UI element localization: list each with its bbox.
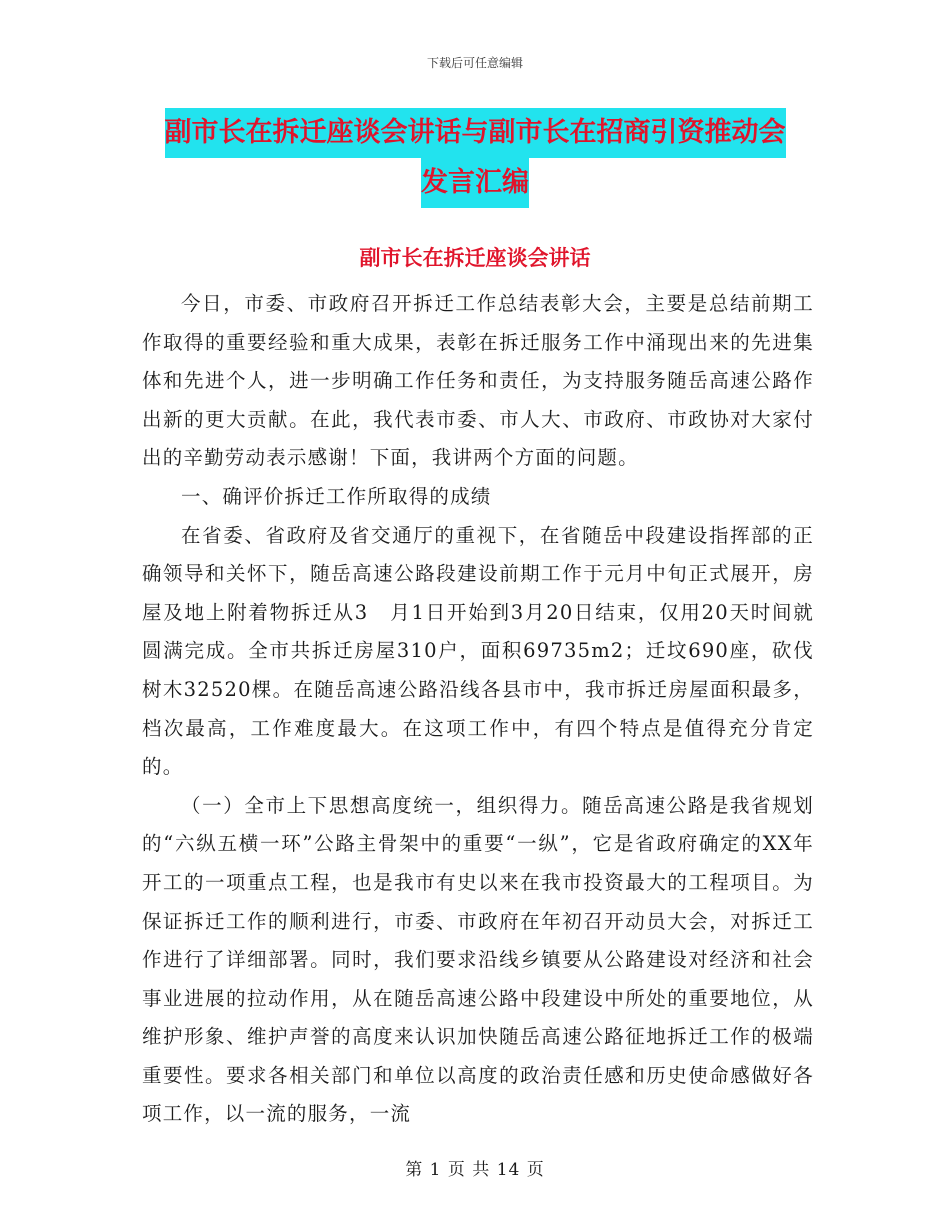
paragraph: 一、确评价拆迁工作所取得的成绩 [181, 484, 492, 508]
paragraph: （一）全市上下思想高度统一，组织得力。随岳高速公路是我省规划的“六纵五横一环”公路主骨架中的重要“一纵”，它是省政府确定的XX年开工的一项重点工程，也是我市有史以来在我市投资最大的工程项目。为保证拆迁工作的顺利进行，市委、市政府在年初召开动员大会，对拆迁工作进行了详细部署。同时，我们要求沿线乡镇要从公路建设对经济和社会事业进展的拉动作用，从在随岳高速公路中段建设中所处的重要地位，从维护形象、维护声誉的高度来认识加快随岳高速公路征地拆迁工作的极端重要性。要求各相关部门和单位以高度的政治责任感和历史使命感做好各项工作，以一流的服务，一流 [142, 793, 814, 1126]
section-title: 副市长在拆迁座谈会讲话 [359, 246, 591, 270]
document-body [142, 285, 814, 1134]
page-footer: 第 1 页 共 14 页 [405, 1160, 545, 1180]
page-header-note: 下载后可任意编辑 [426, 56, 523, 70]
document-title-line-1: 副市长在拆迁座谈会讲话与副市长在招商引资推动会 [165, 108, 786, 158]
document-title-line-2: 发言汇编 [421, 158, 529, 208]
paragraph: 今日，市委、市政府召开拆迁工作总结表彰大会，主要是总结前期工作取得的重要经验和重大成果，表彰在拆迁服务工作中涌现出来的先进集体和先进个人，进一步明确工作任务和责任，为支持服务随岳高速公路作出新的更大贡献。在此，我代表市委、市人大、市政府、市政协对大家付出的辛勤劳动表示感谢！下面，我讲两个方面的问题。 [142, 292, 814, 470]
paragraph: 在省委、省政府及省交通厅的重视下，在省随岳中段建设指挥部的正确领导和关怀下，随岳高速公路段建设前期工作于元月中旬正式展开，房屋及地上附着物拆迁从3 月1日开始到3月20日结束，仅用20天时间就圆满完成。全市共拆迁房屋310户，面积69735m2；迁坟690座，砍伐树木32520棵。在随岳高速公路沿线各县市中，我市拆迁房屋面积最多，档次最高，工作难度最大。在这项工作中，有四个特点是值得充分肯定的。 [142, 523, 814, 779]
document-title [0, 108, 950, 208]
